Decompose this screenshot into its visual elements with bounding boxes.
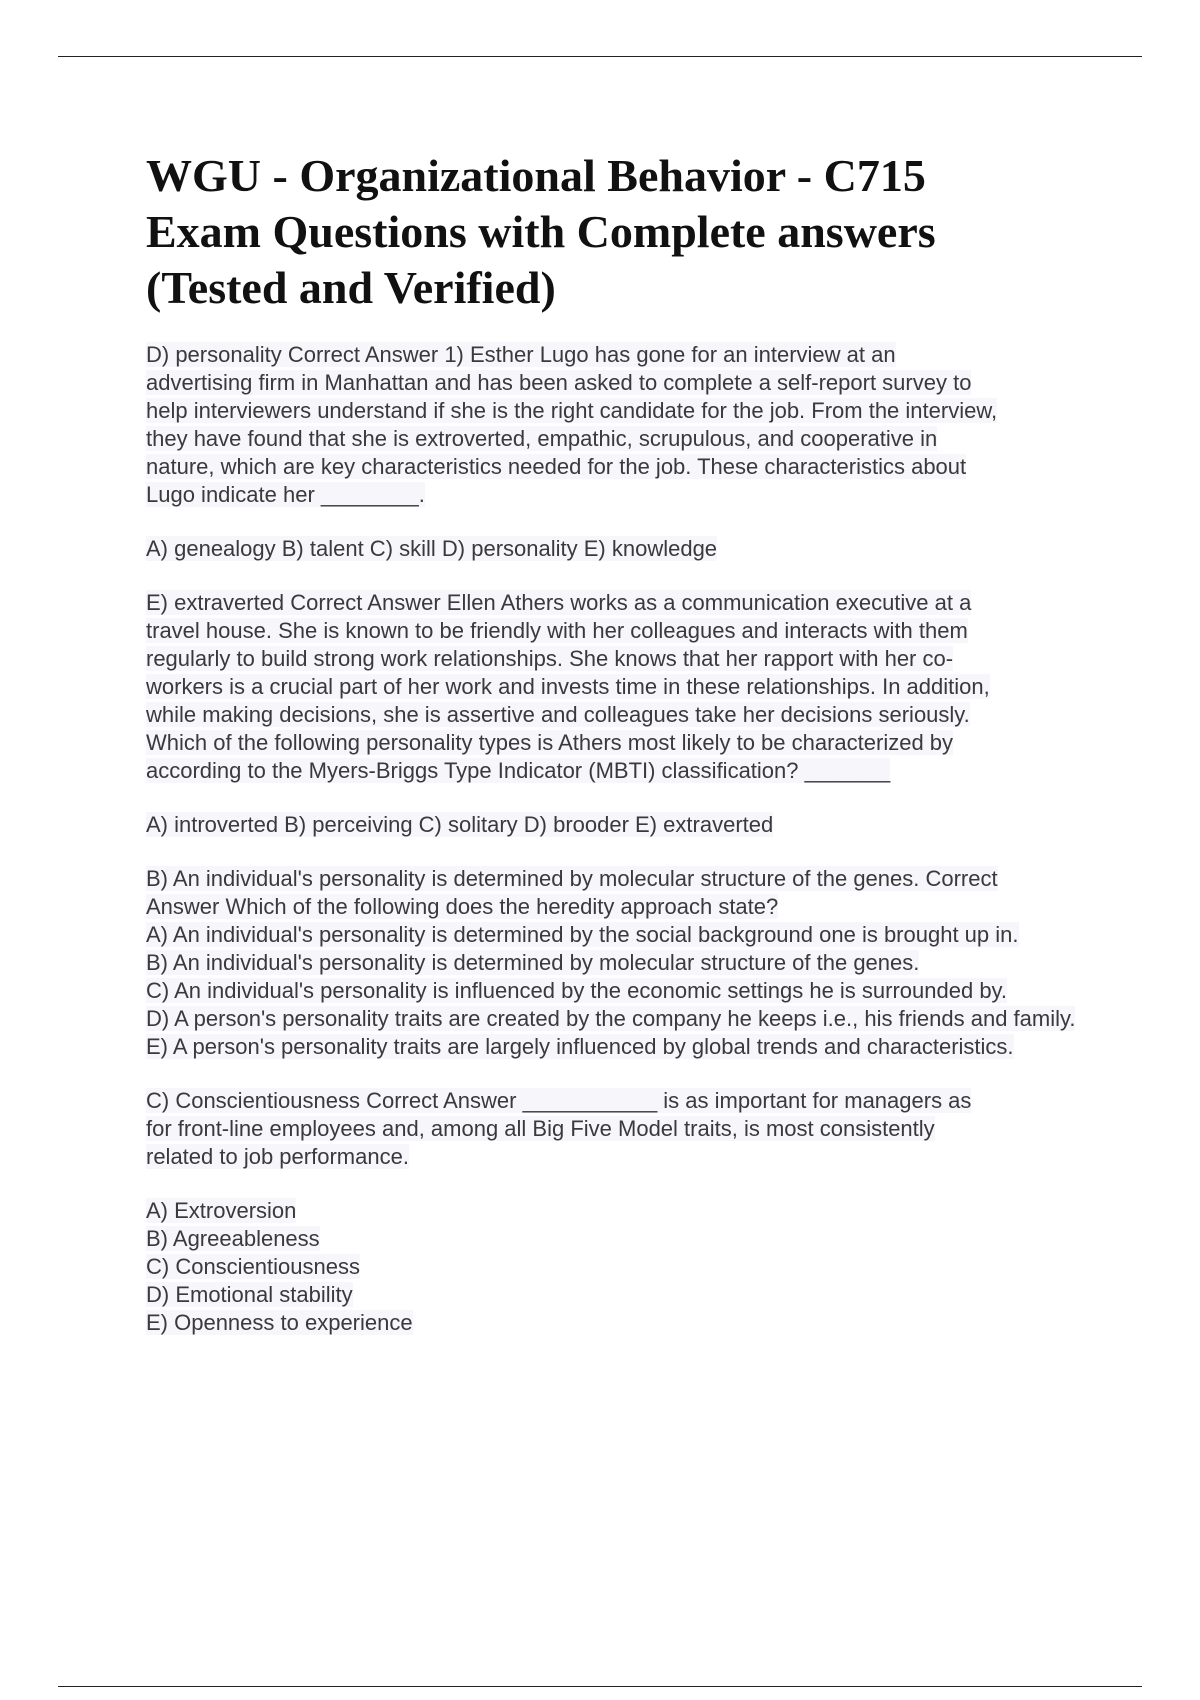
text-line: travel house. She is known to be friendly with her colleagues and interacts with them xyxy=(146,618,968,643)
footer-rule xyxy=(58,1686,1142,1687)
text-line: B) Agreeableness xyxy=(146,1226,320,1251)
text-line: help interviewers understand if she is the right candidate for the job. From the interview, xyxy=(146,398,998,423)
document-title xyxy=(146,148,1016,316)
text-line: E) Openness to experience xyxy=(146,1310,413,1335)
header-rule xyxy=(58,56,1142,57)
question-block xyxy=(146,535,1106,563)
text-line: A) Extroversion xyxy=(146,1198,297,1223)
text-line: Answer Which of the following does the heredity approach state? xyxy=(146,894,779,919)
question-block xyxy=(146,811,1106,839)
text-line: A) introverted B) perceiving C) solitary D) brooder E) extraverted xyxy=(146,812,774,837)
text-line: D) personality Correct Answer 1) Esther Lugo has gone for an interview at an xyxy=(146,342,896,367)
text-line: D) A person's personality traits are created by the company he keeps i.e., his friends and family. xyxy=(146,1006,1076,1031)
document-content xyxy=(146,148,1106,1363)
text-line: Which of the following personality types is Athers most likely to be characterized by xyxy=(146,730,954,755)
text-line: for front-line employees and, among all Big Five Model traits, is most consistently xyxy=(146,1116,935,1141)
text-line: according to the Myers-Briggs Type Indicator (MBTI) classification? _______ xyxy=(146,758,891,783)
text-line: while making decisions, she is assertive and colleagues take her decisions seriously. xyxy=(146,702,970,727)
title-line: (Tested and Verified) xyxy=(146,262,556,313)
text-line: regularly to build strong work relationships. She knows that her rapport with her co- xyxy=(146,646,954,671)
text-line: B) An individual's personality is determined by molecular structure of the genes. xyxy=(146,950,920,975)
text-line: A) An individual's personality is determined by the social background one is brought up in. xyxy=(146,922,1019,947)
text-line: E) A person's personality traits are largely influenced by global trends and characteristics. xyxy=(146,1034,1014,1059)
text-line: workers is a crucial part of her work and invests time in these relationships. In addition, xyxy=(146,674,990,699)
text-line: related to job performance. xyxy=(146,1144,409,1169)
document-body xyxy=(146,341,1106,1337)
question-block xyxy=(146,341,1106,509)
text-line: E) extraverted Correct Answer Ellen Athers works as a communication executive at a xyxy=(146,590,972,615)
question-block xyxy=(146,1197,1106,1337)
text-line: C) An individual's personality is influenced by the economic settings he is surrounded by. xyxy=(146,978,1008,1003)
title-line: Exam Questions with Complete answers xyxy=(146,206,936,257)
text-line: advertising firm in Manhattan and has been asked to complete a self-report survey to xyxy=(146,370,972,395)
text-line: they have found that she is extroverted, empathic, scrupulous, and cooperative in xyxy=(146,426,938,451)
question-block xyxy=(146,1087,1106,1171)
text-line: D) Emotional stability xyxy=(146,1282,353,1307)
text-line: C) Conscientiousness Correct Answer ___________ is as important for managers as xyxy=(146,1088,972,1113)
text-line: Lugo indicate her ________. xyxy=(146,482,425,507)
question-block xyxy=(146,589,1106,785)
text-line: A) genealogy B) talent C) skill D) personality E) knowledge xyxy=(146,536,718,561)
question-block xyxy=(146,865,1106,1061)
title-line: WGU - Organizational Behavior - C715 xyxy=(146,150,926,201)
text-line: C) Conscientiousness xyxy=(146,1254,360,1279)
text-line: nature, which are key characteristics needed for the job. These characteristics about xyxy=(146,454,967,479)
text-line: B) An individual's personality is determined by molecular structure of the genes. Correct xyxy=(146,866,998,891)
